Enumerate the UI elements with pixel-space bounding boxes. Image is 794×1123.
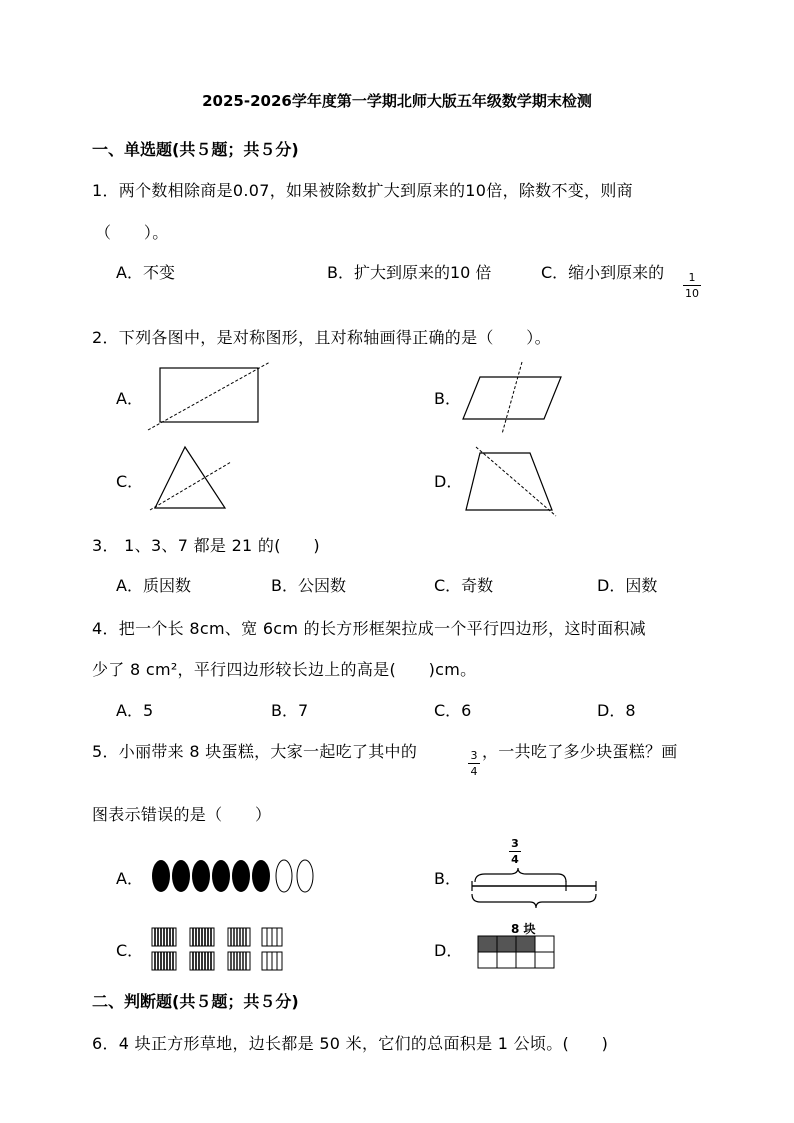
cake-oval-filled — [252, 860, 270, 892]
fraction-numerator: 1 — [688, 271, 696, 284]
grid-cell-shaded — [497, 936, 516, 952]
grid-cell — [516, 952, 535, 968]
striped-block-group — [152, 928, 282, 970]
question-6-stem: 6．4 块正方形草地，边长都是 50 米，它们的总面积是 1 公顷。( ) — [92, 1034, 609, 1053]
triangle-shape — [155, 447, 225, 508]
question-5-fraction — [468, 749, 480, 778]
question-3-option-a[interactable]: A．质因数 — [116, 576, 191, 595]
fraction-bar — [509, 851, 521, 852]
question-2-option-a[interactable]: A． — [116, 389, 143, 408]
top-brace — [475, 868, 566, 882]
question-3-option-b[interactable]: B．公因数 — [271, 576, 346, 595]
grid-cell-shaded — [478, 936, 497, 952]
question-4-option-d[interactable]: D．8 — [597, 701, 636, 720]
question-4-line1: 4．把一个长 8cm、宽 6cm 的长方形框架拉成一个平行四边形，这时面积减 — [92, 619, 646, 638]
fraction-bar — [468, 763, 480, 764]
question-1-line1: 1．两个数相除商是0.07，如果被除数扩大到原来的10倍，除数不变，则商 — [92, 181, 633, 200]
figure-d-label: 8 块 — [511, 922, 536, 936]
fraction-numerator: 3 — [511, 837, 519, 850]
question-2-option-b[interactable]: B． — [434, 389, 461, 408]
question-2-stem: 2．下列各图中，是对称图形，且对称轴画得正确的是（ ）。 — [92, 328, 551, 347]
question-3-option-d[interactable]: D．因数 — [597, 576, 658, 595]
figure-grid-cakes — [476, 934, 558, 972]
page-title: 2025-2026学年度第一学期北师大版五年级数学期末检测 — [202, 92, 592, 110]
figure-cake-ovals — [150, 858, 320, 896]
axis-line — [148, 362, 270, 430]
question-5-option-b[interactable]: B． — [434, 869, 461, 888]
section-heading-true-false: 二、判断题(共５题；共５分) — [92, 992, 299, 1011]
trapezoid-shape — [466, 453, 552, 510]
figure-segment-diagram — [470, 866, 605, 916]
question-1-option-a[interactable]: A．不变 — [116, 263, 175, 282]
axis-line — [476, 447, 556, 516]
question-1-option-b[interactable]: B．扩大到原来的10 倍 — [327, 263, 492, 282]
question-4-line2: 少了 8 cm²，平行四边形较长边上的高是( )cm。 — [92, 660, 477, 679]
question-2-option-d[interactable]: D． — [434, 472, 463, 491]
cake-oval-filled — [172, 860, 190, 892]
grid-cell — [535, 952, 554, 968]
grid-cell — [535, 936, 554, 952]
cake-oval-filled — [232, 860, 250, 892]
question-2-option-c[interactable]: C． — [116, 472, 144, 491]
figure-parallelogram-axis — [455, 360, 575, 440]
section-heading-single-choice: 一、单选题(共５题；共５分) — [92, 140, 299, 159]
fraction-numerator: 3 — [470, 749, 478, 762]
cake-oval-filled — [192, 860, 210, 892]
fraction-denominator: 4 — [470, 765, 478, 778]
question-5-line1-start: 5．小丽带来 8 块蛋糕，大家一起吃了其中的 — [92, 742, 418, 761]
question-4-option-b[interactable]: B．7 — [271, 701, 309, 720]
grid-cell — [478, 952, 497, 968]
figure-b-fraction — [509, 837, 521, 866]
grid-cell-shaded — [516, 936, 535, 952]
question-5-option-d[interactable]: D． — [434, 941, 463, 960]
figure-triangle-axis — [145, 440, 245, 520]
cake-oval-filled — [212, 860, 230, 892]
cake-oval-empty — [297, 860, 313, 892]
question-1-fraction — [683, 271, 701, 300]
question-5-option-a[interactable]: A． — [116, 869, 143, 888]
question-5-line1-end: ，一共吃了多少块蛋糕？画 — [482, 742, 678, 761]
axis-line — [502, 362, 522, 434]
bottom-brace — [472, 894, 596, 908]
cake-oval-empty — [276, 860, 292, 892]
axis-line — [150, 462, 231, 510]
rectangle-shape — [160, 368, 258, 422]
question-1-option-c[interactable]: C．缩小到原来的 — [541, 263, 665, 282]
figure-trapezoid-axis — [460, 440, 560, 520]
question-4-option-a[interactable]: A．5 — [116, 701, 154, 720]
grid-cell — [497, 952, 516, 968]
question-5-line2: 图表示错误的是（ ） — [92, 805, 272, 824]
question-1-line2: （ ）。 — [95, 223, 169, 242]
figure-rectangle-diagonal — [140, 360, 280, 440]
fraction-denominator: 10 — [685, 287, 699, 300]
question-4-option-c[interactable]: C．6 — [434, 701, 472, 720]
question-3-option-c[interactable]: C．奇数 — [434, 576, 494, 595]
fraction-bar — [683, 285, 701, 286]
figure-striped-blocks — [150, 926, 285, 974]
question-5-option-c[interactable]: C． — [116, 941, 144, 960]
cake-oval-filled — [152, 860, 170, 892]
fraction-denominator: 4 — [511, 853, 519, 866]
question-3-stem: 3． 1、3、7 都是 21 的( ) — [92, 536, 320, 555]
